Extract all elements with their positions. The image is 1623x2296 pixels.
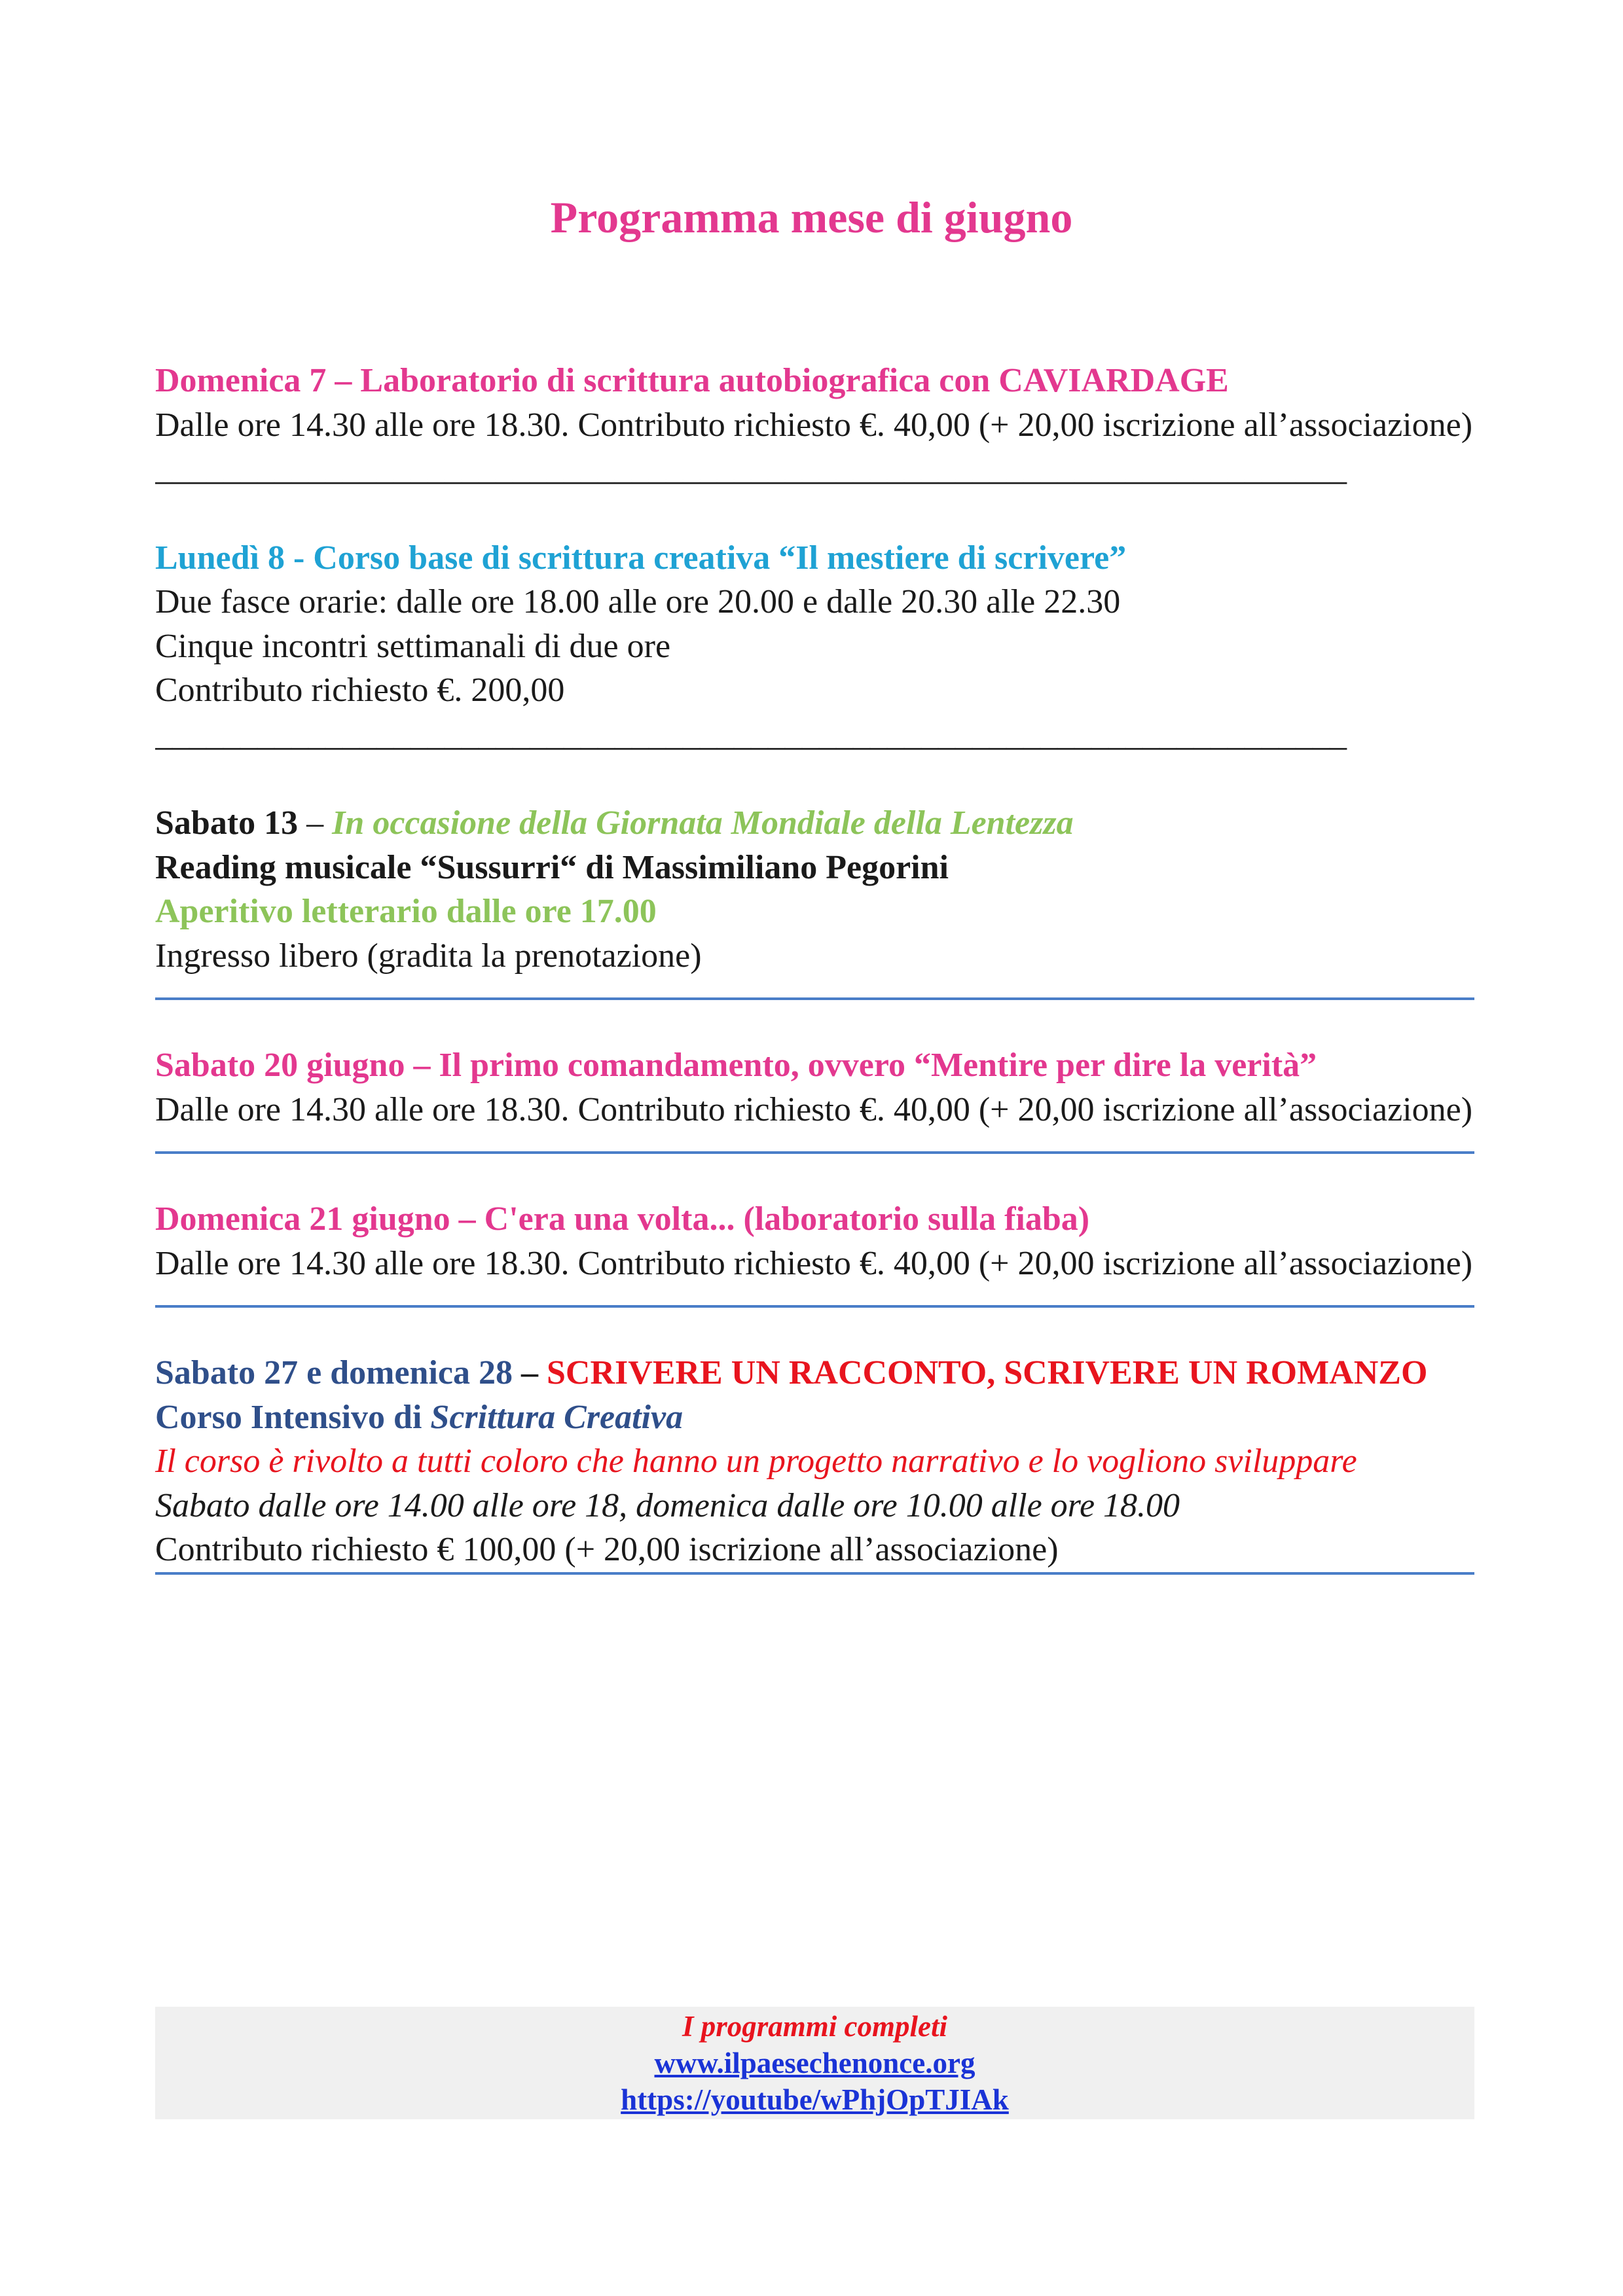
event-lentezza	[155, 801, 1474, 1000]
course-schedule: Sabato dalle ore 14.00 alle ore 18, domenica dalle ore 10.00 alle ore 18.00	[155, 1486, 1180, 1524]
event-details: Dalle ore 14.30 alle ore 18.30. Contributo richiesto €. 40,00 (+ 20,00 iscrizione all’associazione)	[155, 1090, 1473, 1128]
underscore-separator: ______________________________________________________________________	[155, 450, 1347, 488]
event-primo-comandamento	[155, 1043, 1474, 1154]
event-contribution: Contributo richiesto €. 200,00	[155, 672, 565, 709]
event-heading: Lunedì 8 - Corso base di scrittura creativa “Il mestiere di scrivere”	[155, 539, 1127, 577]
heading-dash: –	[298, 804, 333, 842]
event-heading	[155, 801, 1474, 846]
event-caviardage	[155, 359, 1474, 492]
course-name	[155, 1395, 1474, 1440]
footer-label: I programmi completi	[682, 2010, 947, 2043]
youtube-link[interactable]: https://youtube/wPhjOpTJIAk	[621, 2083, 1009, 2116]
event-corso-intensivo	[155, 1351, 1474, 1575]
event-heading: Domenica 21 giugno – C'era una volta... (laboratorio sulla fiaba)	[155, 1200, 1090, 1238]
event-title: SCRIVERE UN RACCONTO, SCRIVERE UN ROMANZO	[547, 1354, 1428, 1391]
footer-box	[155, 2007, 1474, 2119]
event-schedule: Due fasce orarie: dalle ore 18.00 alle ore 20.00 e dalle 20.30 alle 22.30	[155, 583, 1121, 620]
event-sessions: Cinque incontri settimanali di due ore	[155, 627, 671, 665]
event-entry: Ingresso libero (gradita la prenotazione)	[155, 937, 702, 975]
event-occasion: In occasione della Giornata Mondiale della Lentezza	[332, 804, 1074, 842]
course-contribution: Contributo richiesto € 100,00 (+ 20,00 iscrizione all’associazione)	[155, 1531, 1059, 1568]
heading-dash: –	[513, 1354, 547, 1391]
underscore-separator: ______________________________________________________________________	[155, 715, 1347, 753]
event-heading: Domenica 7 – Laboratorio di scrittura autobiografica con CAVIARDAGE	[155, 362, 1229, 399]
event-days: Sabato 27 e domenica 28	[155, 1354, 513, 1391]
event-heading: Sabato 20 giugno – Il primo comandamento, ovvero “Mentire per dire la verità”	[155, 1047, 1317, 1084]
program-list	[155, 359, 1474, 1575]
event-day: Sabato 13	[155, 804, 299, 842]
course-description: Il corso è rivolto a tutti coloro che hanno un progetto narrativo e lo vogliono sviluppare	[155, 1443, 1357, 1480]
website-link[interactable]: www.ilpaesechenonce.org	[654, 2047, 976, 2079]
course-prefix: Corso Intensivo di	[155, 1398, 431, 1436]
event-subtitle: Reading musicale “Sussurri“ di Massimiliano Pegorini	[155, 848, 949, 886]
event-details: Dalle ore 14.30 alle ore 18.30. Contributo richiesto €. 40,00 (+ 20,00 iscrizione all’associazione)	[155, 406, 1473, 444]
page-title: Programma mese di giugno	[550, 192, 1073, 242]
event-heading	[155, 1351, 1474, 1395]
event-corso-base	[155, 536, 1474, 757]
blue-separator	[155, 1572, 1474, 1575]
event-aperitivo: Aperitivo letterario dalle ore 17.00	[155, 893, 657, 930]
event-details: Dalle ore 14.30 alle ore 18.30. Contributo richiesto €. 40,00 (+ 20,00 iscrizione all’associazione)	[155, 1244, 1473, 1282]
event-fiaba	[155, 1197, 1474, 1308]
course-title: Scrittura Creativa	[430, 1398, 684, 1436]
